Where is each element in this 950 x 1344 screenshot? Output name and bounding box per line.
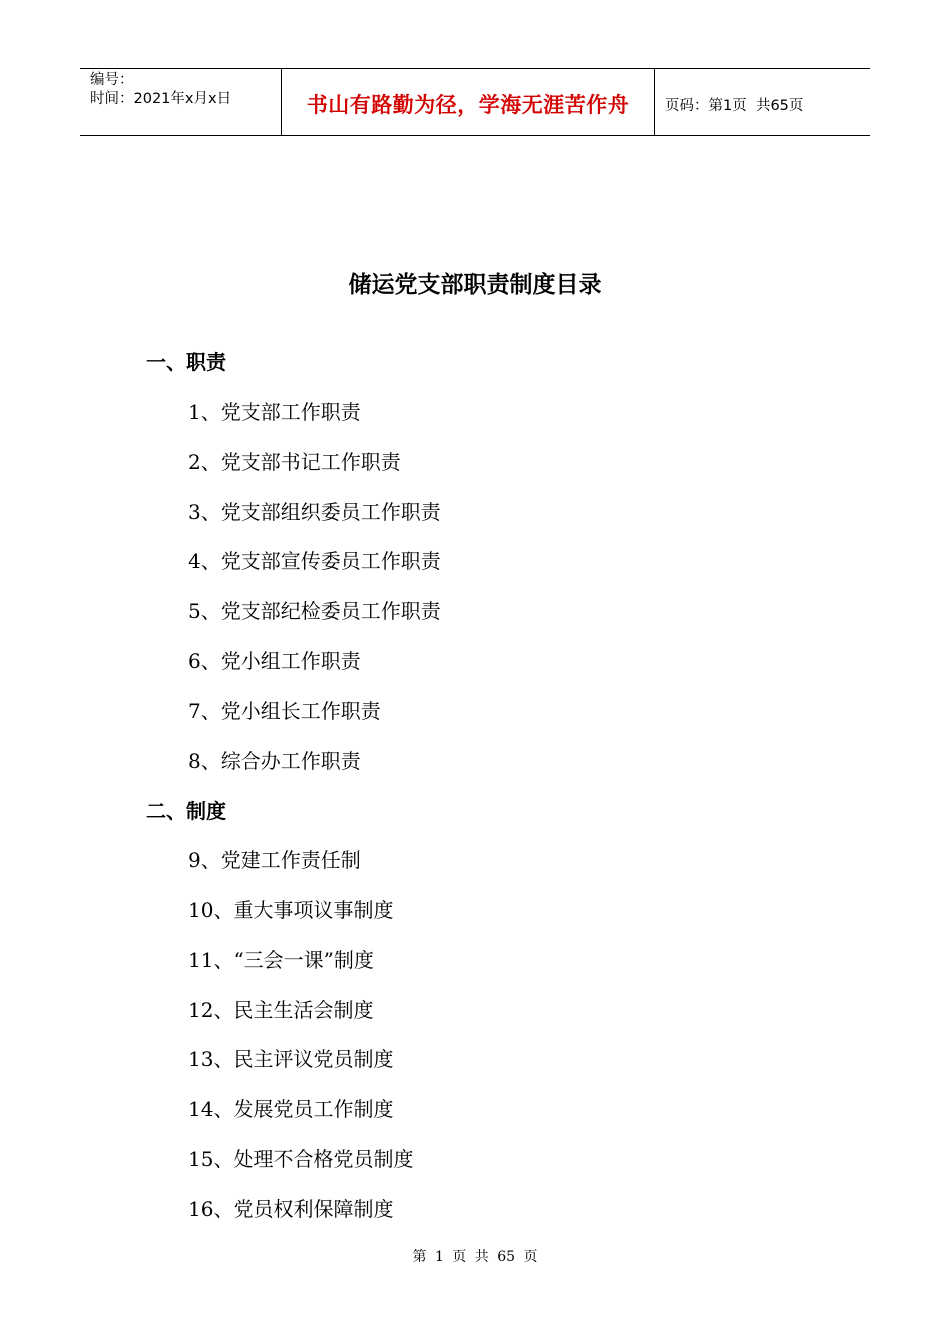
document-time-label: 时间：2021年x月x日: [90, 91, 232, 107]
header-page-cell: [655, 69, 870, 135]
header-motto: 书山有路勤为径，学海无涯苦作舟: [306, 93, 630, 117]
toc-item: 12、民主生活会制度: [188, 998, 374, 1022]
section-heading-duties: 一、职责: [146, 350, 226, 374]
toc-item: 14、发展党员工作制度: [188, 1097, 394, 1121]
header-left-cell: [80, 69, 281, 135]
toc-item: 2、党支部书记工作职责: [188, 450, 401, 474]
document-number-label: 编号：: [90, 72, 134, 88]
toc-item: 10、重大事项议事制度: [188, 898, 394, 922]
toc-item: 9、党建工作责任制: [188, 848, 361, 872]
toc-item: 5、党支部纪检委员工作职责: [188, 599, 441, 623]
toc-item: 7、党小组长工作职责: [188, 699, 381, 723]
document-title: 储运党支部职责制度目录: [348, 272, 602, 298]
toc-item: 15、处理不合格党员制度: [188, 1147, 414, 1171]
toc-item: 13、民主评议党员制度: [188, 1047, 394, 1071]
page-footer: 第 1 页 共 65 页: [412, 1249, 538, 1265]
page-header: [80, 68, 870, 136]
toc-item: 1、党支部工作职责: [188, 400, 361, 424]
toc-item: 4、党支部宣传委员工作职责: [188, 549, 441, 573]
toc-item: 3、党支部组织委员工作职责: [188, 500, 441, 524]
toc-item: 16、党员权利保障制度: [188, 1197, 394, 1221]
toc-item: 6、党小组工作职责: [188, 649, 361, 673]
header-page-info: 页码：第1页 共65页: [665, 97, 804, 114]
section-heading-rules: 二、制度: [146, 799, 226, 823]
toc-item: 8、综合办工作职责: [188, 749, 361, 773]
toc-item: 11、“三会一课”制度: [188, 948, 374, 972]
header-motto-cell: [281, 69, 655, 135]
